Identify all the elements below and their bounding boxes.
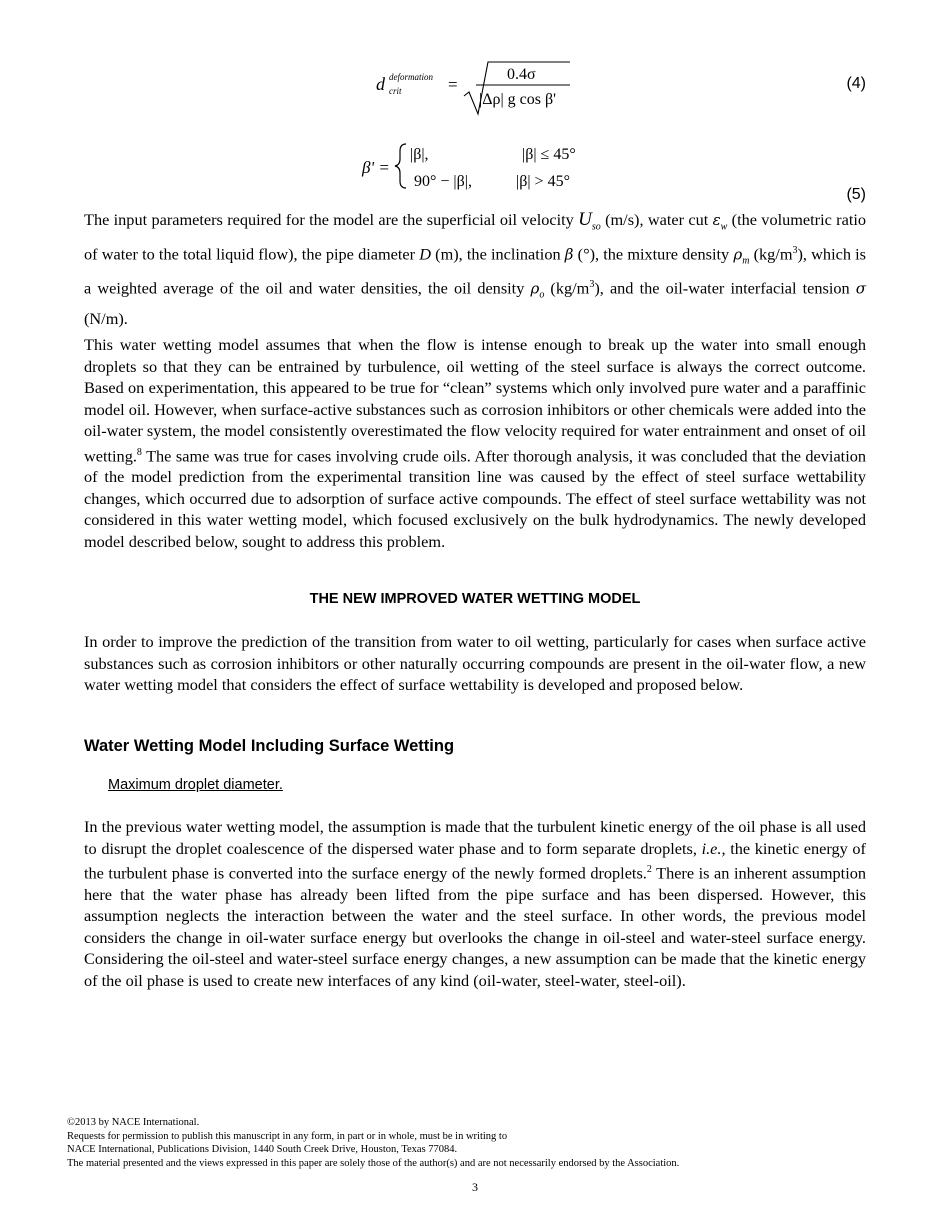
var-water-cut: ε [712, 211, 721, 229]
page-number: 3 [472, 1180, 478, 1194]
var-oil-density: ρ [530, 279, 540, 298]
eq5-brace [395, 144, 406, 188]
paragraph-droplet-diameter: In the previous water wetting model, the assumption is made that the turbulent kinetic energy of the oil phase is all used to disrupt the droplet coalescence of the dispersed water phase and to form separate droplets, i.e., the kinetic energy of the turbulent phase is converted into the surface energy of the newly formed droplets.$^2$ There is an inherent assumption here that the water phase has already been lifted from the pipe surface and has been dispersed. However, this assumption neglects the interaction between the water and the steel surface. In other words, the previous model considers the change in oil-water surface energy but overlooks the change in oil-steel and water-steel surface energy. Considering the oil-steel and water-steel surface energy changes, a new assumption can be made that the kinetic energy of the oil phase is used to create new interfaces of any kind (oil-water, steel-water, steel-oil). [84, 817, 867, 990]
equation-5-graphic [360, 138, 600, 194]
eq4-denominator: |Δρ| g cos β' [479, 91, 557, 108]
eq5-case2-condition: |β| > 45° [516, 173, 570, 190]
paragraph-improved-model-intro: In order to improve the prediction of the transition from water to oil wetting, particularly for cases when surface active substances such as corrosion inhibitors or other naturally occurring compounds are present in the oil-water flow, a new water wetting model that considers the effect of surface wettability is developed and proposed below. [84, 632, 866, 694]
var-inclination: β [564, 245, 574, 264]
var-superficial-oil-velocity: U [578, 209, 592, 230]
citation-2: 2 [646, 864, 652, 875]
citation-8: 8 [136, 446, 142, 458]
equation-4 [372, 58, 592, 116]
eq4-lhs-sup: deformation [389, 72, 433, 82]
equation-5-number: (5) [846, 186, 866, 203]
equation-5 [360, 138, 600, 194]
subsubsection-heading: Maximum droplet diameter. [108, 777, 283, 793]
eq5-case1-condition: |β| ≤ 45° [522, 146, 576, 163]
eq5-case2-value: 90° − |β|, [414, 173, 472, 190]
eq4-lhs-sub: crit [389, 86, 402, 96]
footer-permission: Requests for permission to publish this manuscript in any form, in part or in whole, must be in writing to [67, 1130, 508, 1142]
eq4-equals: = [448, 75, 458, 94]
eq4-numerator: 0.4σ [507, 66, 536, 83]
paragraph-input-parameters: The input parameters required for the model are the superficial oil velocity $U_{so}$ (m/s), water cut $\varepsilon_w$ (the volumetric ratio of water to the total liquid flow), the pipe diameter D (m), the inclination β (°), the mixture density $\rho_m$ $(kg/m^3)$, which is a weighted average of the oil and water densities, the oil density $\rho_o$ $(kg/m^3)$, and the oil-water interfacial tension σ (N/m). [84, 209, 867, 329]
footer-disclaimer: The material presented and the views expressed in this paper are solely those of the author(s) and are not necessarily endorsed by the Association. [67, 1157, 680, 1169]
section-heading: THE NEW IMPROVED WATER WETTING MODEL [309, 591, 641, 607]
var-mixture-density: ρ [733, 245, 743, 264]
paragraph-model-assumptions: This water wetting model assumes that when the flow is intense enough to break up the water into small enough droplets so that they can be entrained by turbulence, oil wetting of the steel surface is always the correct outcome. Based on experimentation, this appeared to be true for “clean” systems which only involved pure water and a paraffinic model oil. However, when surface-active substances such as corrosion inhibitors or other chemicals were added into the oil-water system, the model consistently overestimated the flow velocity required for water entrainment and onset of oil wetting.$^8$ The same was true for cases involving crude oils. After thorough analysis, it was concluded that the deviation of the model prediction from the experimental transition line was caused by the effect of steel surface wettability changes, which occurred due to adsorption of surface active compounds. The effect of steel surface wettability was not considered in this water wetting model, which focused exclusively on the bulk hydrodynamics. The newly developed model described below, sought to address this problem. [84, 335, 866, 551]
footer-copyright: ©2013 by NACE International. [67, 1117, 200, 1128]
footer-address: NACE International, Publications Division, 1440 South Creek Drive, Houston, Texas 77084. [67, 1144, 458, 1155]
eq4-lhs-symbol: d [376, 74, 385, 94]
copyright-footer [67, 1116, 679, 1170]
var-pipe-diameter: D [419, 244, 431, 264]
equation-4-number: (4) [846, 75, 866, 92]
eq5-case1-value: |β|, [410, 146, 429, 163]
subsection-heading: Water Wetting Model Including Surface Wetting [84, 737, 455, 755]
var-interfacial-tension: σ [855, 279, 866, 298]
equation-4-graphic [372, 58, 592, 116]
eq5-lhs: β' = [362, 158, 390, 177]
